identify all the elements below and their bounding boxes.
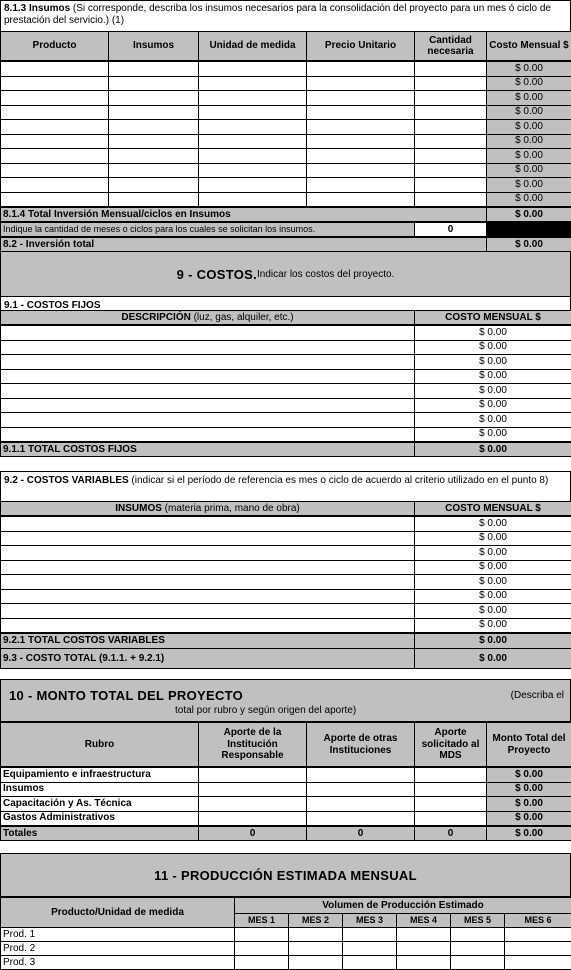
var-desc-bold: INSUMOS <box>115 502 162 514</box>
volume-cell[interactable] <box>451 928 505 942</box>
fixed-cost-header: COSTO MENSUAL $ <box>415 311 571 325</box>
table-row <box>1 326 571 341</box>
table-row <box>1 149 571 164</box>
precio-cell[interactable] <box>307 105 415 120</box>
fixed-desc-cell[interactable] <box>1 340 415 355</box>
insumos-total-value: $ 0.00 <box>487 208 571 222</box>
precio-cell[interactable] <box>307 91 415 106</box>
rubro-label: Equipamiento e infraestructura <box>1 768 199 783</box>
fixed-cost-cell: $ 0.00 <box>415 369 571 384</box>
section-8-1-3 <box>0 0 571 252</box>
table-row <box>1 163 571 178</box>
volume-cell[interactable] <box>451 956 505 970</box>
table-row <box>1 398 571 413</box>
unidad-cell[interactable] <box>199 149 307 164</box>
rubro-label: Insumos <box>1 782 199 797</box>
fixed-desc-bold: DESCRIPCIÓN <box>121 311 191 323</box>
monto-total-cell: $ 0.00 <box>487 811 571 826</box>
variable-costs-block <box>0 471 571 669</box>
table-row <box>1 546 571 561</box>
fixed-cost-cell: $ 0.00 <box>415 384 571 399</box>
variable-costs-heading <box>0 471 571 501</box>
variable-cost-rows <box>0 516 571 633</box>
monto-total-cell: $ 0.00 <box>487 782 571 797</box>
var-cost-header: COSTO MENSUAL $ <box>415 502 571 516</box>
var-cost-cell: $ 0.00 <box>415 517 571 532</box>
production-table <box>0 897 571 970</box>
producto-cell[interactable] <box>1 120 109 135</box>
unidad-cell[interactable] <box>199 91 307 106</box>
insumos-total-label: 8.1.4 Total Inversión Mensual/ciclos en Insumos <box>1 208 487 222</box>
precio-cell[interactable] <box>307 62 415 77</box>
fixed-total-label: 9.1.1 TOTAL COSTOS FIJOS <box>1 443 415 457</box>
costo-cell: $ 0.00 <box>487 91 571 106</box>
rubro-label: Capacitación y As. Técnica <box>1 797 199 812</box>
var-desc-cell[interactable] <box>1 546 415 561</box>
insumos-cell[interactable] <box>109 134 199 149</box>
aporte-otras-cell[interactable] <box>307 782 415 797</box>
production-block <box>0 897 571 970</box>
insumos-cell[interactable] <box>109 192 199 207</box>
monto-table <box>0 722 571 767</box>
totals-otras: 0 <box>307 827 415 841</box>
variable-costs-table <box>0 501 571 516</box>
unidad-cell[interactable] <box>199 134 307 149</box>
fixed-desc-cell[interactable] <box>1 384 415 399</box>
table-row <box>1 369 571 384</box>
aporte-institucion-cell[interactable] <box>199 797 307 812</box>
table-row <box>1 120 571 135</box>
variable-total-row <box>1 634 571 649</box>
insumos-cell[interactable] <box>109 178 199 193</box>
variable-costs-title: 9.2 - COSTOS VARIABLES <box>4 475 129 486</box>
monto-block <box>0 722 571 841</box>
fixed-costs-block <box>0 297 571 457</box>
insumos-total-row <box>1 208 571 222</box>
var-cost-cell: $ 0.00 <box>415 618 571 633</box>
var-desc-cell[interactable] <box>1 531 415 546</box>
precio-cell[interactable] <box>307 178 415 193</box>
production-header-row <box>1 898 571 914</box>
precio-cell[interactable] <box>307 120 415 135</box>
unidad-cell[interactable] <box>199 105 307 120</box>
section-11-title: 11 - PRODUCCIÓN ESTIMADA MENSUAL <box>154 867 417 883</box>
var-desc-note: (materia prima, mano de obra) <box>161 502 300 514</box>
header-aporte-institucion: Aporte de la Institución Responsable <box>199 723 307 767</box>
table-row <box>1 178 571 193</box>
monto-totals-row <box>1 827 571 841</box>
fixed-total-row <box>1 443 571 457</box>
table-row <box>1 340 571 355</box>
section-8-1-3-heading <box>0 0 571 31</box>
volume-cell[interactable] <box>235 942 289 956</box>
unidad-cell[interactable] <box>199 178 307 193</box>
fixed-desc-note: (luz, gas, alquiler, etc.) <box>190 311 294 323</box>
producto-cell[interactable] <box>1 149 109 164</box>
month-header: MES 1 <box>235 914 289 928</box>
header-rubro: Rubro <box>1 723 199 767</box>
unidad-cell[interactable] <box>199 62 307 77</box>
aporte-mds-cell[interactable] <box>415 797 487 812</box>
monto-header-row <box>1 723 571 767</box>
month-header: MES 6 <box>505 914 571 928</box>
aporte-mds-cell[interactable] <box>415 811 487 826</box>
insumos-rows <box>0 61 571 207</box>
inversion-total-table <box>0 237 571 252</box>
var-desc-cell[interactable] <box>1 589 415 604</box>
aporte-institucion-cell[interactable] <box>199 782 307 797</box>
table-row <box>1 618 571 633</box>
section-10-banner <box>0 679 571 722</box>
volume-cell[interactable] <box>289 942 343 956</box>
table-row <box>1 797 571 812</box>
table-row <box>1 604 571 619</box>
producto-cell[interactable] <box>1 134 109 149</box>
fixed-desc-header <box>1 311 415 325</box>
product-label: Prod. 2 <box>1 942 235 956</box>
volume-cell[interactable] <box>397 956 451 970</box>
cost-total-label: 9.3 - COSTO TOTAL (9.1.1. + 9.2.1) <box>1 649 415 669</box>
months-input[interactable]: 0 <box>415 223 487 237</box>
fixed-total-value: $ 0.00 <box>415 443 571 457</box>
volume-cell[interactable] <box>505 928 571 942</box>
header-insumos: Insumos <box>109 32 199 61</box>
aporte-otras-cell[interactable] <box>307 811 415 826</box>
producto-cell[interactable] <box>1 178 109 193</box>
table-row <box>1 384 571 399</box>
table-row <box>1 811 571 826</box>
insumos-table <box>0 31 571 61</box>
section-10-note-2: total por rubro y según origen del aporte) <box>175 705 357 716</box>
section-title: Insumos <box>29 3 71 14</box>
table-row <box>1 355 571 370</box>
insumos-cell[interactable] <box>109 105 199 120</box>
unidad-cell[interactable] <box>199 76 307 91</box>
product-label: Prod. 3 <box>1 956 235 970</box>
header-unidad: Unidad de medida <box>199 32 307 61</box>
fixed-cost-rows <box>0 325 571 442</box>
variable-costs-header <box>1 502 571 516</box>
unidad-cell[interactable] <box>199 192 307 207</box>
month-header: MES 3 <box>343 914 397 928</box>
costo-cell: $ 0.00 <box>487 76 571 91</box>
section-9-banner <box>0 251 571 297</box>
fixed-total-table <box>0 442 571 457</box>
table-row <box>1 928 571 942</box>
volume-cell[interactable] <box>505 942 571 956</box>
monto-total-cell: $ 0.00 <box>487 768 571 783</box>
var-cost-cell: $ 0.00 <box>415 604 571 619</box>
producto-cell[interactable] <box>1 163 109 178</box>
cantidad-cell[interactable] <box>415 91 487 106</box>
months-row-table <box>0 222 571 237</box>
fixed-desc-cell[interactable] <box>1 398 415 413</box>
inversion-total-row <box>1 238 571 252</box>
aporte-otras-cell[interactable] <box>307 797 415 812</box>
table-row <box>1 531 571 546</box>
var-desc-cell[interactable] <box>1 575 415 590</box>
fixed-desc-cell[interactable] <box>1 355 415 370</box>
precio-cell[interactable] <box>307 192 415 207</box>
precio-cell[interactable] <box>307 134 415 149</box>
cost-total-value: $ 0.00 <box>415 649 571 669</box>
producto-cell[interactable] <box>1 105 109 120</box>
fixed-costs-table <box>0 310 571 325</box>
table-row <box>1 560 571 575</box>
precio-cell[interactable] <box>307 76 415 91</box>
fixed-costs-header <box>1 311 571 325</box>
volume-cell[interactable] <box>505 956 571 970</box>
var-desc-cell[interactable] <box>1 517 415 532</box>
cantidad-cell[interactable] <box>415 149 487 164</box>
totals-mds: 0 <box>415 827 487 841</box>
insumos-cell[interactable] <box>109 62 199 77</box>
totals-monto: $ 0.00 <box>487 827 571 841</box>
header-costo: Costo Mensual $ <box>487 32 571 61</box>
cantidad-cell[interactable] <box>415 76 487 91</box>
volume-header: Volumen de Producción Estimado <box>235 898 571 914</box>
table-row <box>1 413 571 428</box>
section-10-note-1: (Describa el <box>510 690 564 701</box>
var-cost-cell: $ 0.00 <box>415 575 571 590</box>
months-label: Indique la cantidad de meses o ciclos para los cuales se solicitan los insumos. <box>1 223 415 237</box>
volume-cell[interactable] <box>397 928 451 942</box>
monto-total-cell: $ 0.00 <box>487 797 571 812</box>
month-header: MES 4 <box>397 914 451 928</box>
volume-cell[interactable] <box>235 956 289 970</box>
cantidad-cell[interactable] <box>415 105 487 120</box>
insumos-cell[interactable] <box>109 76 199 91</box>
table-row <box>1 134 571 149</box>
table-row <box>1 91 571 106</box>
costo-cell: $ 0.00 <box>487 192 571 207</box>
var-cost-cell: $ 0.00 <box>415 589 571 604</box>
header-monto-total: Monto Total del Proyecto <box>487 723 571 767</box>
variable-total-table <box>0 633 571 669</box>
section-11-banner <box>0 853 571 897</box>
insumos-cell[interactable] <box>109 120 199 135</box>
table-row <box>1 942 571 956</box>
fixed-desc-cell[interactable] <box>1 326 415 341</box>
precio-cell[interactable] <box>307 149 415 164</box>
section-10-title: 10 - MONTO TOTAL DEL PROYECTO <box>9 688 244 703</box>
table-row <box>1 782 571 797</box>
fixed-cost-cell: $ 0.00 <box>415 427 571 442</box>
inversion-total-value: $ 0.00 <box>487 238 571 252</box>
volume-cell[interactable] <box>289 928 343 942</box>
table-row <box>1 105 571 120</box>
producto-cell[interactable] <box>1 76 109 91</box>
header-cantidad: Cantidad necesaria <box>415 32 487 61</box>
volume-cell[interactable] <box>397 942 451 956</box>
costo-cell: $ 0.00 <box>487 178 571 193</box>
fixed-cost-cell: $ 0.00 <box>415 326 571 341</box>
months-row <box>1 223 571 237</box>
volume-cell[interactable] <box>343 956 397 970</box>
aporte-institucion-cell[interactable] <box>199 811 307 826</box>
fixed-cost-cell: $ 0.00 <box>415 340 571 355</box>
header-aporte-mds: Aporte solicitado al MDS <box>415 723 487 767</box>
insumos-header-row <box>1 32 571 61</box>
producto-cell[interactable] <box>1 91 109 106</box>
fixed-costs-title: 9.1 - COSTOS FIJOS <box>0 297 571 310</box>
volume-cell[interactable] <box>235 928 289 942</box>
cantidad-cell[interactable] <box>415 163 487 178</box>
volume-cell[interactable] <box>451 942 505 956</box>
totals-label: Totales <box>1 827 199 841</box>
table-row <box>1 589 571 604</box>
fixed-cost-cell: $ 0.00 <box>415 413 571 428</box>
table-row <box>1 956 571 970</box>
insumos-cell[interactable] <box>109 149 199 164</box>
table-row <box>1 62 571 77</box>
aporte-mds-cell[interactable] <box>415 768 487 783</box>
table-row <box>1 517 571 532</box>
var-cost-cell: $ 0.00 <box>415 531 571 546</box>
volume-cell[interactable] <box>343 942 397 956</box>
var-desc-header <box>1 502 415 516</box>
producto-cell[interactable] <box>1 62 109 77</box>
table-row <box>1 768 571 783</box>
var-cost-cell: $ 0.00 <box>415 560 571 575</box>
variable-total-value: $ 0.00 <box>415 634 571 649</box>
var-desc-cell[interactable] <box>1 618 415 633</box>
producto-cell[interactable] <box>1 192 109 207</box>
unidad-cell[interactable] <box>199 163 307 178</box>
table-row <box>1 76 571 91</box>
totals-institucion: 0 <box>199 827 307 841</box>
section-number: 8.1.3 <box>4 3 27 14</box>
section-9-title: 9 - COSTOS. <box>176 266 258 282</box>
costo-cell: $ 0.00 <box>487 134 571 149</box>
section-description: (Si corresponde, describa los insumos necesarios para la consolidación del proyecto para un mes ó ciclo de prestación del servicio.) (1) <box>4 3 551 26</box>
inversion-total-label: 8.2 - Inversión total <box>1 238 487 252</box>
header-precio: Precio Unitario <box>307 32 415 61</box>
header-aporte-otras: Aporte de otras Instituciones <box>307 723 415 767</box>
months-blackout <box>487 223 571 237</box>
insumos-cell[interactable] <box>109 91 199 106</box>
month-header: MES 2 <box>289 914 343 928</box>
costo-cell: $ 0.00 <box>487 149 571 164</box>
cantidad-cell[interactable] <box>415 120 487 135</box>
cantidad-cell[interactable] <box>415 192 487 207</box>
volume-cell[interactable] <box>343 928 397 942</box>
cost-total-row <box>1 649 571 669</box>
variable-total-label: 9.2.1 TOTAL COSTOS VARIABLES <box>1 634 415 649</box>
insumos-cell[interactable] <box>109 163 199 178</box>
unidad-cell[interactable] <box>199 120 307 135</box>
cantidad-cell[interactable] <box>415 62 487 77</box>
fixed-cost-cell: $ 0.00 <box>415 398 571 413</box>
table-row <box>1 192 571 207</box>
var-desc-cell[interactable] <box>1 604 415 619</box>
table-row <box>1 575 571 590</box>
header-producto: Producto <box>1 32 109 61</box>
aporte-mds-cell[interactable] <box>415 782 487 797</box>
product-unit-header: Producto/Unidad de medida <box>1 898 235 928</box>
insumos-totals <box>0 207 571 222</box>
precio-cell[interactable] <box>307 163 415 178</box>
product-label: Prod. 1 <box>1 928 235 942</box>
table-row <box>1 427 571 442</box>
var-cost-cell: $ 0.00 <box>415 546 571 561</box>
fixed-desc-cell[interactable] <box>1 369 415 384</box>
aporte-otras-cell[interactable] <box>307 768 415 783</box>
fixed-cost-cell: $ 0.00 <box>415 355 571 370</box>
monto-totals-table <box>0 826 571 841</box>
fixed-desc-cell[interactable] <box>1 413 415 428</box>
section-9-subtitle: Indicar los costos del proyecto. <box>257 268 395 280</box>
cantidad-cell[interactable] <box>415 178 487 193</box>
costo-cell: $ 0.00 <box>487 105 571 120</box>
monto-rows <box>0 767 571 826</box>
variable-costs-note: (indicar si el período de referencia es mes o ciclo de acuerdo al criterio utilizado en el punto 8) <box>128 475 549 486</box>
rubro-label: Gastos Administrativos <box>1 811 199 826</box>
costo-cell: $ 0.00 <box>487 163 571 178</box>
month-header: MES 5 <box>451 914 505 928</box>
volume-cell[interactable] <box>289 956 343 970</box>
aporte-institucion-cell[interactable] <box>199 768 307 783</box>
costo-cell: $ 0.00 <box>487 62 571 77</box>
fixed-desc-cell[interactable] <box>1 427 415 442</box>
costo-cell: $ 0.00 <box>487 120 571 135</box>
cantidad-cell[interactable] <box>415 134 487 149</box>
var-desc-cell[interactable] <box>1 560 415 575</box>
